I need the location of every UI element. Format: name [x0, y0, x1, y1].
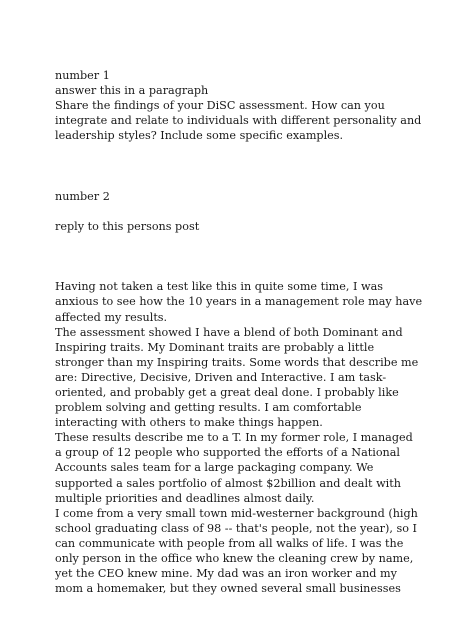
text-line: anxious to see how the 10 years in a management role may have [55, 295, 423, 309]
text-line: yet the CEO knew mine. My dad was an iron worker and my [55, 567, 397, 581]
text-line: Accounts sales team for a large packaging company. We [55, 461, 374, 475]
text-line: oriented, and probably get a great deal done. I probably like [55, 386, 399, 399]
text-line: number 1 [55, 69, 110, 82]
text-line: stronger than my Inspiring traits. Some words that describe me [55, 355, 419, 369]
text-line: Share the findings of your DiSC assessment. How can you [55, 99, 385, 113]
text-line: supported a sales portfolio of almost $2billion and dealt with [55, 476, 401, 490]
text-line: affected my results. [55, 310, 168, 324]
paragraph-gap [55, 234, 405, 279]
text-line: multiple priorities and deadlines almost daily. [55, 491, 315, 505]
text-line: reply to this persons post [55, 219, 200, 233]
paragraph-gap [55, 204, 405, 219]
text-line: school graduating class of 98 -- that's people, not the year), so I [55, 521, 417, 535]
paragraph-gap [55, 143, 405, 188]
text-line: leadership styles? Include some specific examples. [55, 129, 344, 143]
text-line: can communicate with people from all walks of life. I was the [55, 536, 404, 550]
text-line: Inspiring traits. My Dominant traits are probably a little [55, 340, 375, 354]
text-line: Having not taken a test like this in quite some time, I was [55, 280, 383, 294]
text-line: These results describe me to a T. In my former role, I managed [55, 431, 413, 445]
text-line: integrate and relate to individuals with different personality and [55, 114, 422, 128]
text-line: problem solving and getting results. I am comfortable [55, 401, 362, 415]
text-line: answer this in a paragraph [55, 84, 209, 98]
text-line: are: Directive, Decisive, Driven and Interactive. I am task- [55, 370, 387, 384]
text-line: only person in the office who knew the cleaning crew by name, [55, 552, 414, 566]
text-line: I come from a very small town mid-westerner background (high [55, 506, 418, 520]
text-line: number 2 [55, 189, 110, 203]
text-line: a group of 12 people who supported the efforts of a National [55, 446, 401, 460]
text-line: interacting with others to make things happen. [55, 416, 323, 430]
text-line: The assessment showed I have a blend of both Dominant and [55, 325, 403, 339]
text-line: mom a homemaker, but they owned several small businesses [55, 582, 401, 596]
